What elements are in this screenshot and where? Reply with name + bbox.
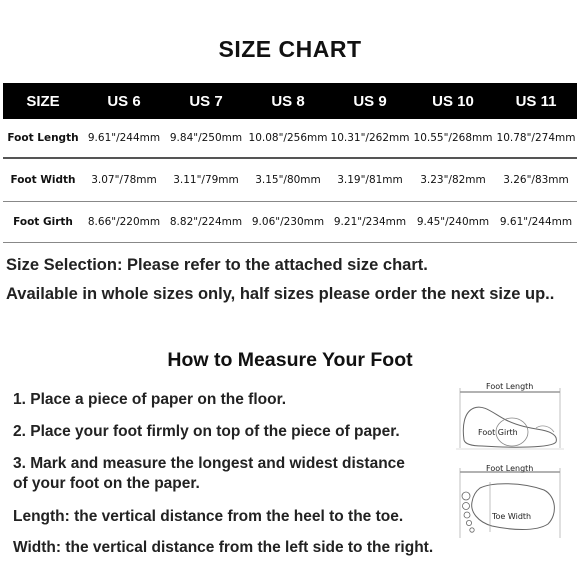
- side-girth-label: Foot Girth: [478, 428, 518, 437]
- table-cell: 10.55"/268mm: [413, 132, 493, 144]
- table-cell: 9.06"/230mm: [251, 216, 325, 228]
- table-cell: 3.11"/79mm: [173, 174, 239, 186]
- step-1: 1. Place a piece of paper on the floor.: [13, 391, 287, 408]
- width-definition: Width: the vertical distance from the left side to the right.: [13, 539, 434, 556]
- top-width-label: Toe Width: [492, 512, 532, 521]
- table-row-foot-length: [3, 119, 577, 157]
- header-us11: US 11: [515, 92, 557, 110]
- header-us6: US 6: [107, 92, 141, 110]
- table-cell: 9.84"/250mm: [169, 132, 243, 144]
- step-3-line-1: 3. Mark and measure the longest and widest distance: [13, 455, 405, 472]
- header-size: SIZE: [26, 92, 60, 110]
- foot-top-view-diagram: [452, 458, 568, 540]
- table-cell: 3.15"/80mm: [255, 174, 321, 186]
- table-cell: 3.19"/81mm: [337, 174, 403, 186]
- step-2: 2. Place your foot firmly on top of the piece of paper.: [13, 423, 400, 440]
- row-label: Foot Length: [7, 132, 79, 144]
- table-cell: 9.21"/234mm: [333, 216, 407, 228]
- table-cell: 8.66"/220mm: [87, 216, 161, 228]
- table-cell: 10.78"/274mm: [496, 132, 576, 144]
- table-row-foot-girth: [3, 202, 577, 242]
- table-cell: 8.82"/224mm: [169, 216, 243, 228]
- table-cell: 10.08"/256mm: [248, 132, 328, 144]
- table-cell: 3.07"/78mm: [91, 174, 157, 186]
- table-header-row: [3, 83, 577, 119]
- table-cell: 10.31"/262mm: [330, 132, 410, 144]
- header-us7: US 7: [189, 92, 223, 110]
- size-chart-table: [3, 83, 577, 243]
- size-selection-note: Size Selection: Please refer to the attached size chart.: [6, 256, 428, 274]
- table-cell: 3.23"/82mm: [420, 174, 486, 186]
- table-cell: 9.61"/244mm: [499, 216, 573, 228]
- page-title: SIZE CHART: [218, 36, 362, 62]
- table-cell: 9.61"/244mm: [87, 132, 161, 144]
- measure-title: How to Measure Your Foot: [167, 349, 413, 371]
- side-length-label: Foot Length: [486, 382, 534, 391]
- table-cell: 3.26"/83mm: [503, 174, 569, 186]
- table-cell: 9.45"/240mm: [416, 216, 490, 228]
- row-label: Foot Girth: [13, 216, 73, 228]
- row-divider: [3, 242, 577, 243]
- header-us9: US 9: [353, 92, 387, 110]
- step-3-line-2: of your foot on the paper.: [13, 475, 200, 492]
- table-row-foot-width: [3, 159, 577, 201]
- top-length-label: Foot Length: [486, 464, 534, 473]
- header-us10: US 10: [432, 92, 474, 110]
- header-us8: US 8: [271, 92, 305, 110]
- foot-side-view-diagram: [452, 378, 568, 460]
- row-label: Foot Width: [10, 174, 76, 186]
- availability-note: Available in whole sizes only, half sizes please order the next size up..: [6, 285, 555, 303]
- length-definition: Length: the vertical distance from the heel to the toe.: [13, 508, 404, 525]
